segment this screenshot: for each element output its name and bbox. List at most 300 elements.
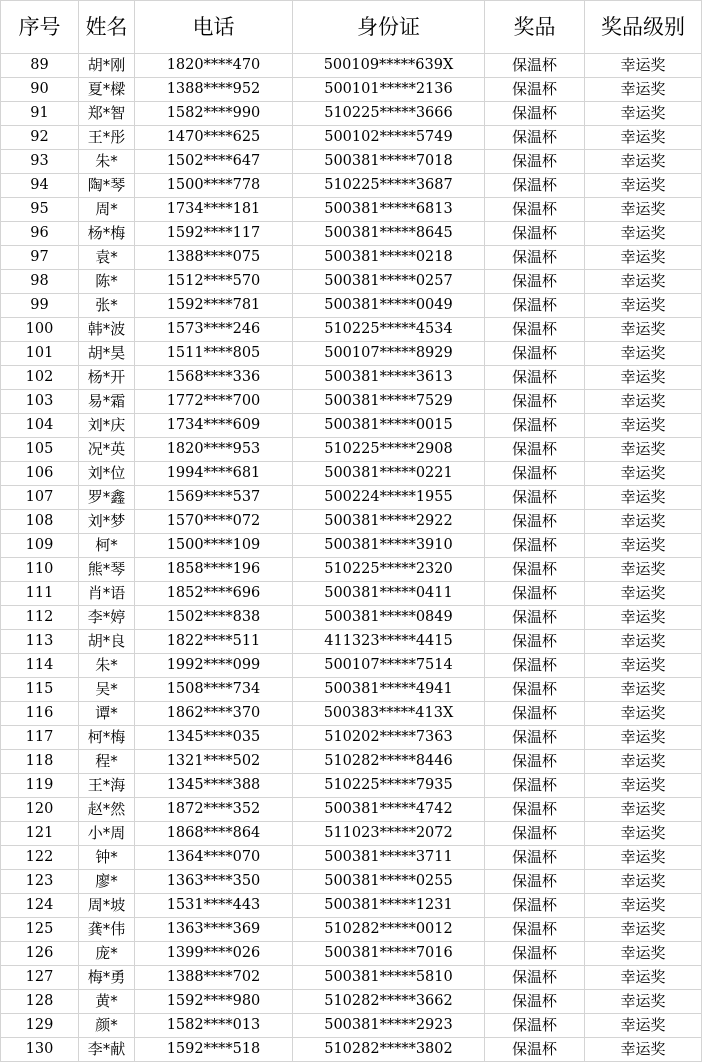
- cell-prize-level[interactable]: 幸运奖: [585, 990, 702, 1014]
- cell-name[interactable]: 李*婷: [79, 606, 135, 630]
- cell-prize[interactable]: 保温杯: [485, 1014, 585, 1038]
- cell-prize[interactable]: 保温杯: [485, 270, 585, 294]
- cell-prize[interactable]: 保温杯: [485, 246, 585, 270]
- cell-prize[interactable]: 保温杯: [485, 798, 585, 822]
- cell-seq[interactable]: 93: [1, 150, 79, 174]
- table-row: [1, 1014, 702, 1038]
- cell-prize-level[interactable]: 幸运奖: [585, 318, 702, 342]
- table-row: [1, 702, 702, 726]
- cell-phone[interactable]: 1858****196: [135, 558, 293, 582]
- header-phone[interactable]: 电话: [135, 1, 293, 54]
- cell-phone[interactable]: 1364****070: [135, 846, 293, 870]
- cell-prize-level[interactable]: 幸运奖: [585, 174, 702, 198]
- cell-prize-level[interactable]: 幸运奖: [585, 270, 702, 294]
- table-row: [1, 630, 702, 654]
- cell-name[interactable]: 柯*: [79, 534, 135, 558]
- cell-name[interactable]: 谭*: [79, 702, 135, 726]
- cell-name[interactable]: 黄*: [79, 990, 135, 1014]
- table-row: [1, 846, 702, 870]
- cell-phone[interactable]: 1734****609: [135, 414, 293, 438]
- cell-id-card[interactable]: 500381*****7016: [293, 942, 485, 966]
- cell-prize[interactable]: 保温杯: [485, 510, 585, 534]
- cell-name[interactable]: 庞*: [79, 942, 135, 966]
- cell-seq[interactable]: 113: [1, 630, 79, 654]
- cell-seq[interactable]: 122: [1, 846, 79, 870]
- cell-prize[interactable]: 保温杯: [485, 294, 585, 318]
- cell-phone[interactable]: 1592****781: [135, 294, 293, 318]
- cell-seq[interactable]: 125: [1, 918, 79, 942]
- cell-prize-level[interactable]: 幸运奖: [585, 414, 702, 438]
- cell-seq[interactable]: 96: [1, 222, 79, 246]
- cell-seq[interactable]: 107: [1, 486, 79, 510]
- cell-seq[interactable]: 123: [1, 870, 79, 894]
- table-row: [1, 390, 702, 414]
- cell-phone[interactable]: 1994****681: [135, 462, 293, 486]
- table-row: [1, 438, 702, 462]
- cell-name[interactable]: 胡*刚: [79, 54, 135, 78]
- cell-name[interactable]: 王*彤: [79, 126, 135, 150]
- cell-prize-level[interactable]: 幸运奖: [585, 630, 702, 654]
- cell-prize-level[interactable]: 幸运奖: [585, 678, 702, 702]
- cell-seq[interactable]: 110: [1, 558, 79, 582]
- cell-name[interactable]: 胡*良: [79, 630, 135, 654]
- cell-name[interactable]: 况*英: [79, 438, 135, 462]
- table-row: [1, 342, 702, 366]
- cell-id-card[interactable]: 500381*****1231: [293, 894, 485, 918]
- cell-prize[interactable]: 保温杯: [485, 126, 585, 150]
- cell-phone[interactable]: 1470****625: [135, 126, 293, 150]
- cell-phone[interactable]: 1388****952: [135, 78, 293, 102]
- cell-name[interactable]: 夏*樑: [79, 78, 135, 102]
- cell-seq[interactable]: 100: [1, 318, 79, 342]
- cell-prize-level[interactable]: 幸运奖: [585, 438, 702, 462]
- cell-seq[interactable]: 89: [1, 54, 79, 78]
- cell-phone[interactable]: 1500****778: [135, 174, 293, 198]
- table-row: [1, 606, 702, 630]
- cell-phone[interactable]: 1511****805: [135, 342, 293, 366]
- cell-phone[interactable]: 1321****502: [135, 750, 293, 774]
- cell-phone[interactable]: 1872****352: [135, 798, 293, 822]
- cell-id-card[interactable]: 500381*****0049: [293, 294, 485, 318]
- cell-id-card[interactable]: 500381*****0221: [293, 462, 485, 486]
- cell-prize[interactable]: 保温杯: [485, 318, 585, 342]
- cell-id-card[interactable]: 510225*****2320: [293, 558, 485, 582]
- cell-phone[interactable]: 1388****075: [135, 246, 293, 270]
- cell-seq[interactable]: 101: [1, 342, 79, 366]
- cell-name[interactable]: 朱*: [79, 654, 135, 678]
- cell-prize-level[interactable]: 幸运奖: [585, 606, 702, 630]
- cell-seq[interactable]: 114: [1, 654, 79, 678]
- cell-id-card[interactable]: 500107*****8929: [293, 342, 485, 366]
- cell-name[interactable]: 胡*昊: [79, 342, 135, 366]
- cell-id-card[interactable]: 500381*****3711: [293, 846, 485, 870]
- cell-prize[interactable]: 保温杯: [485, 702, 585, 726]
- cell-phone[interactable]: 1592****980: [135, 990, 293, 1014]
- cell-phone[interactable]: 1345****035: [135, 726, 293, 750]
- cell-seq[interactable]: 116: [1, 702, 79, 726]
- cell-prize[interactable]: 保温杯: [485, 630, 585, 654]
- cell-id-card[interactable]: 500109*****639X: [293, 54, 485, 78]
- table-row: [1, 966, 702, 990]
- cell-name[interactable]: 肖*语: [79, 582, 135, 606]
- table-row: [1, 150, 702, 174]
- cell-id-card[interactable]: 511023*****2072: [293, 822, 485, 846]
- cell-phone[interactable]: 1852****696: [135, 582, 293, 606]
- cell-prize-level[interactable]: 幸运奖: [585, 798, 702, 822]
- cell-seq[interactable]: 117: [1, 726, 79, 750]
- cell-id-card[interactable]: 500381*****0015: [293, 414, 485, 438]
- cell-prize[interactable]: 保温杯: [485, 846, 585, 870]
- cell-prize-level[interactable]: 幸运奖: [585, 294, 702, 318]
- cell-prize[interactable]: 保温杯: [485, 1038, 585, 1062]
- cell-prize-level[interactable]: 幸运奖: [585, 846, 702, 870]
- cell-seq[interactable]: 97: [1, 246, 79, 270]
- cell-prize-level[interactable]: 幸运奖: [585, 150, 702, 174]
- cell-id-card[interactable]: 500107*****7514: [293, 654, 485, 678]
- table-row: [1, 750, 702, 774]
- cell-name[interactable]: 颜*: [79, 1014, 135, 1038]
- cell-seq[interactable]: 109: [1, 534, 79, 558]
- cell-id-card[interactable]: 500383*****413X: [293, 702, 485, 726]
- cell-id-card[interactable]: 510282*****0012: [293, 918, 485, 942]
- cell-prize-level[interactable]: 幸运奖: [585, 342, 702, 366]
- cell-prize[interactable]: 保温杯: [485, 822, 585, 846]
- cell-prize[interactable]: 保温杯: [485, 726, 585, 750]
- cell-seq[interactable]: 120: [1, 798, 79, 822]
- cell-prize[interactable]: 保温杯: [485, 222, 585, 246]
- table-row: [1, 222, 702, 246]
- table-row: [1, 582, 702, 606]
- cell-phone[interactable]: 1363****350: [135, 870, 293, 894]
- cell-id-card[interactable]: 500381*****0411: [293, 582, 485, 606]
- cell-phone[interactable]: 1820****953: [135, 438, 293, 462]
- cell-phone[interactable]: 1772****700: [135, 390, 293, 414]
- cell-name[interactable]: 朱*: [79, 150, 135, 174]
- cell-phone[interactable]: 1399****026: [135, 942, 293, 966]
- cell-phone[interactable]: 1734****181: [135, 198, 293, 222]
- cell-prize-level[interactable]: 幸运奖: [585, 54, 702, 78]
- cell-id-card[interactable]: 510225*****3687: [293, 174, 485, 198]
- cell-prize[interactable]: 保温杯: [485, 654, 585, 678]
- cell-name[interactable]: 李*献: [79, 1038, 135, 1062]
- cell-prize-level[interactable]: 幸运奖: [585, 462, 702, 486]
- cell-prize-level[interactable]: 幸运奖: [585, 1014, 702, 1038]
- cell-id-card[interactable]: 500381*****2922: [293, 510, 485, 534]
- cell-name[interactable]: 刘*梦: [79, 510, 135, 534]
- table-row: [1, 822, 702, 846]
- cell-prize-level[interactable]: 幸运奖: [585, 486, 702, 510]
- cell-seq[interactable]: 92: [1, 126, 79, 150]
- cell-prize-level[interactable]: 幸运奖: [585, 750, 702, 774]
- cell-phone[interactable]: 1502****838: [135, 606, 293, 630]
- cell-prize-level[interactable]: 幸运奖: [585, 822, 702, 846]
- cell-name[interactable]: 罗*鑫: [79, 486, 135, 510]
- cell-name[interactable]: 杨*开: [79, 366, 135, 390]
- table-row: [1, 942, 702, 966]
- table-row: [1, 198, 702, 222]
- cell-seq[interactable]: 95: [1, 198, 79, 222]
- table-row: [1, 726, 702, 750]
- cell-seq[interactable]: 115: [1, 678, 79, 702]
- cell-prize[interactable]: 保温杯: [485, 102, 585, 126]
- cell-phone[interactable]: 1508****734: [135, 678, 293, 702]
- table-row: [1, 558, 702, 582]
- cell-prize-level[interactable]: 幸运奖: [585, 654, 702, 678]
- cell-name[interactable]: 易*霜: [79, 390, 135, 414]
- cell-id-card[interactable]: 500224*****1955: [293, 486, 485, 510]
- cell-seq[interactable]: 118: [1, 750, 79, 774]
- cell-seq[interactable]: 108: [1, 510, 79, 534]
- cell-prize-level[interactable]: 幸运奖: [585, 366, 702, 390]
- cell-prize-level[interactable]: 幸运奖: [585, 198, 702, 222]
- cell-seq[interactable]: 121: [1, 822, 79, 846]
- cell-id-card[interactable]: 500381*****0255: [293, 870, 485, 894]
- cell-prize-level[interactable]: 幸运奖: [585, 726, 702, 750]
- cell-seq[interactable]: 106: [1, 462, 79, 486]
- table-row: [1, 270, 702, 294]
- header-row: [1, 1, 702, 54]
- table-row: [1, 54, 702, 78]
- cell-prize[interactable]: 保温杯: [485, 774, 585, 798]
- cell-name[interactable]: 刘*位: [79, 462, 135, 486]
- cell-phone[interactable]: 1592****117: [135, 222, 293, 246]
- cell-seq[interactable]: 124: [1, 894, 79, 918]
- table-row: [1, 510, 702, 534]
- header-id-card[interactable]: 身份证: [293, 1, 485, 54]
- cell-prize-level[interactable]: 幸运奖: [585, 510, 702, 534]
- cell-prize-level[interactable]: 幸运奖: [585, 126, 702, 150]
- cell-phone[interactable]: 1512****570: [135, 270, 293, 294]
- cell-phone[interactable]: 1992****099: [135, 654, 293, 678]
- cell-name[interactable]: 刘*庆: [79, 414, 135, 438]
- cell-id-card[interactable]: 500381*****7018: [293, 150, 485, 174]
- cell-phone[interactable]: 1573****246: [135, 318, 293, 342]
- cell-prize[interactable]: 保温杯: [485, 894, 585, 918]
- cell-prize[interactable]: 保温杯: [485, 414, 585, 438]
- table-row: [1, 534, 702, 558]
- cell-prize-level[interactable]: 幸运奖: [585, 558, 702, 582]
- cell-prize-level[interactable]: 幸运奖: [585, 870, 702, 894]
- cell-prize[interactable]: 保温杯: [485, 918, 585, 942]
- table-row: [1, 246, 702, 270]
- cell-prize-level[interactable]: 幸运奖: [585, 702, 702, 726]
- cell-name[interactable]: 王*海: [79, 774, 135, 798]
- cell-phone[interactable]: 1570****072: [135, 510, 293, 534]
- cell-name[interactable]: 程*: [79, 750, 135, 774]
- cell-phone[interactable]: 1868****864: [135, 822, 293, 846]
- table-row: [1, 774, 702, 798]
- cell-prize-level[interactable]: 幸运奖: [585, 918, 702, 942]
- cell-id-card[interactable]: 500381*****4742: [293, 798, 485, 822]
- cell-name[interactable]: 龚*伟: [79, 918, 135, 942]
- cell-id-card[interactable]: 510225*****7935: [293, 774, 485, 798]
- cell-phone[interactable]: 1500****109: [135, 534, 293, 558]
- table-row: [1, 918, 702, 942]
- cell-prize[interactable]: 保温杯: [485, 342, 585, 366]
- cell-phone[interactable]: 1569****537: [135, 486, 293, 510]
- cell-seq[interactable]: 90: [1, 78, 79, 102]
- cell-name[interactable]: 小*周: [79, 822, 135, 846]
- cell-prize[interactable]: 保温杯: [485, 198, 585, 222]
- cell-seq[interactable]: 126: [1, 942, 79, 966]
- cell-seq[interactable]: 128: [1, 990, 79, 1014]
- cell-prize[interactable]: 保温杯: [485, 558, 585, 582]
- table-row: [1, 78, 702, 102]
- cell-name[interactable]: 周*坡: [79, 894, 135, 918]
- cell-prize[interactable]: 保温杯: [485, 678, 585, 702]
- cell-prize[interactable]: 保温杯: [485, 366, 585, 390]
- cell-name[interactable]: 周*: [79, 198, 135, 222]
- cell-prize-level[interactable]: 幸运奖: [585, 774, 702, 798]
- cell-id-card[interactable]: 500381*****3613: [293, 366, 485, 390]
- header-prize-level[interactable]: 奖品级别: [585, 1, 702, 54]
- table-row: [1, 294, 702, 318]
- cell-seq[interactable]: 103: [1, 390, 79, 414]
- cell-id-card[interactable]: 500381*****0218: [293, 246, 485, 270]
- cell-phone[interactable]: 1862****370: [135, 702, 293, 726]
- cell-seq[interactable]: 94: [1, 174, 79, 198]
- cell-seq[interactable]: 112: [1, 606, 79, 630]
- cell-id-card[interactable]: 500101*****2136: [293, 78, 485, 102]
- table-row: [1, 654, 702, 678]
- cell-name[interactable]: 钟*: [79, 846, 135, 870]
- cell-prize[interactable]: 保温杯: [485, 390, 585, 414]
- cell-id-card[interactable]: 510282*****3802: [293, 1038, 485, 1062]
- cell-prize[interactable]: 保温杯: [485, 78, 585, 102]
- cell-seq[interactable]: 102: [1, 366, 79, 390]
- cell-prize-level[interactable]: 幸运奖: [585, 222, 702, 246]
- cell-prize-level[interactable]: 幸运奖: [585, 246, 702, 270]
- cell-id-card[interactable]: 500381*****4941: [293, 678, 485, 702]
- cell-phone[interactable]: 1592****518: [135, 1038, 293, 1062]
- cell-seq[interactable]: 105: [1, 438, 79, 462]
- cell-seq[interactable]: 111: [1, 582, 79, 606]
- cell-phone[interactable]: 1363****369: [135, 918, 293, 942]
- cell-prize[interactable]: 保温杯: [485, 582, 585, 606]
- cell-prize[interactable]: 保温杯: [485, 174, 585, 198]
- cell-prize[interactable]: 保温杯: [485, 942, 585, 966]
- cell-name[interactable]: 郑*智: [79, 102, 135, 126]
- table-row: [1, 894, 702, 918]
- table-row: [1, 870, 702, 894]
- cell-id-card[interactable]: 500381*****3910: [293, 534, 485, 558]
- cell-name[interactable]: 赵*然: [79, 798, 135, 822]
- cell-prize[interactable]: 保温杯: [485, 534, 585, 558]
- cell-phone[interactable]: 1568****336: [135, 366, 293, 390]
- cell-seq[interactable]: 129: [1, 1014, 79, 1038]
- table-row: [1, 678, 702, 702]
- cell-seq[interactable]: 91: [1, 102, 79, 126]
- cell-seq[interactable]: 119: [1, 774, 79, 798]
- cell-phone[interactable]: 1345****388: [135, 774, 293, 798]
- table-row: [1, 486, 702, 510]
- cell-id-card[interactable]: 510282*****3662: [293, 990, 485, 1014]
- cell-prize[interactable]: 保温杯: [485, 486, 585, 510]
- cell-seq[interactable]: 104: [1, 414, 79, 438]
- cell-prize-level[interactable]: 幸运奖: [585, 582, 702, 606]
- table-row: [1, 318, 702, 342]
- cell-prize[interactable]: 保温杯: [485, 462, 585, 486]
- table-row: [1, 414, 702, 438]
- cell-name[interactable]: 吴*: [79, 678, 135, 702]
- table-row: [1, 798, 702, 822]
- cell-prize-level[interactable]: 幸运奖: [585, 894, 702, 918]
- cell-name[interactable]: 梅*勇: [79, 966, 135, 990]
- cell-name[interactable]: 袁*: [79, 246, 135, 270]
- cell-id-card[interactable]: 510225*****4534: [293, 318, 485, 342]
- cell-phone[interactable]: 1822****511: [135, 630, 293, 654]
- cell-seq[interactable]: 99: [1, 294, 79, 318]
- cell-prize-level[interactable]: 幸运奖: [585, 942, 702, 966]
- table-row: [1, 174, 702, 198]
- table-row: [1, 366, 702, 390]
- cell-name[interactable]: 廖*: [79, 870, 135, 894]
- cell-id-card[interactable]: 500381*****5810: [293, 966, 485, 990]
- cell-phone[interactable]: 1531****443: [135, 894, 293, 918]
- cell-name[interactable]: 柯*梅: [79, 726, 135, 750]
- cell-id-card[interactable]: 500381*****2923: [293, 1014, 485, 1038]
- cell-phone[interactable]: 1502****647: [135, 150, 293, 174]
- header-seq[interactable]: 序号: [1, 1, 79, 54]
- table-row: [1, 126, 702, 150]
- cell-prize-level[interactable]: 幸运奖: [585, 1038, 702, 1062]
- cell-prize-level[interactable]: 幸运奖: [585, 534, 702, 558]
- table-row: [1, 462, 702, 486]
- cell-name[interactable]: 熊*琴: [79, 558, 135, 582]
- cell-seq[interactable]: 130: [1, 1038, 79, 1062]
- cell-phone[interactable]: 1582****013: [135, 1014, 293, 1038]
- cell-prize-level[interactable]: 幸运奖: [585, 390, 702, 414]
- cell-prize[interactable]: 保温杯: [485, 990, 585, 1014]
- cell-phone[interactable]: 1582****990: [135, 102, 293, 126]
- cell-id-card[interactable]: 500381*****6813: [293, 198, 485, 222]
- cell-id-card[interactable]: 510202*****7363: [293, 726, 485, 750]
- cell-id-card[interactable]: 510225*****3666: [293, 102, 485, 126]
- cell-name[interactable]: 杨*梅: [79, 222, 135, 246]
- cell-prize[interactable]: 保温杯: [485, 150, 585, 174]
- table-row: [1, 990, 702, 1014]
- cell-id-card[interactable]: 500102*****5749: [293, 126, 485, 150]
- cell-name[interactable]: 韩*波: [79, 318, 135, 342]
- header-name[interactable]: 姓名: [79, 1, 135, 54]
- cell-prize[interactable]: 保温杯: [485, 438, 585, 462]
- cell-prize[interactable]: 保温杯: [485, 606, 585, 630]
- cell-prize-level[interactable]: 幸运奖: [585, 966, 702, 990]
- cell-name[interactable]: 陈*: [79, 270, 135, 294]
- cell-phone[interactable]: 1820****470: [135, 54, 293, 78]
- cell-id-card[interactable]: 500381*****0257: [293, 270, 485, 294]
- cell-seq[interactable]: 127: [1, 966, 79, 990]
- cell-id-card[interactable]: 510225*****2908: [293, 438, 485, 462]
- cell-phone[interactable]: 1388****702: [135, 966, 293, 990]
- cell-id-card[interactable]: 500381*****7529: [293, 390, 485, 414]
- cell-prize[interactable]: 保温杯: [485, 54, 585, 78]
- cell-name[interactable]: 陶*琴: [79, 174, 135, 198]
- cell-prize[interactable]: 保温杯: [485, 750, 585, 774]
- cell-id-card[interactable]: 500381*****0849: [293, 606, 485, 630]
- table-row: [1, 1038, 702, 1062]
- cell-prize-level[interactable]: 幸运奖: [585, 78, 702, 102]
- cell-seq[interactable]: 98: [1, 270, 79, 294]
- cell-id-card[interactable]: 500381*****8645: [293, 222, 485, 246]
- header-prize[interactable]: 奖品: [485, 1, 585, 54]
- cell-id-card[interactable]: 510282*****8446: [293, 750, 485, 774]
- cell-name[interactable]: 张*: [79, 294, 135, 318]
- cell-prize-level[interactable]: 幸运奖: [585, 102, 702, 126]
- cell-prize[interactable]: 保温杯: [485, 966, 585, 990]
- cell-prize[interactable]: 保温杯: [485, 870, 585, 894]
- cell-id-card[interactable]: 411323*****4415: [293, 630, 485, 654]
